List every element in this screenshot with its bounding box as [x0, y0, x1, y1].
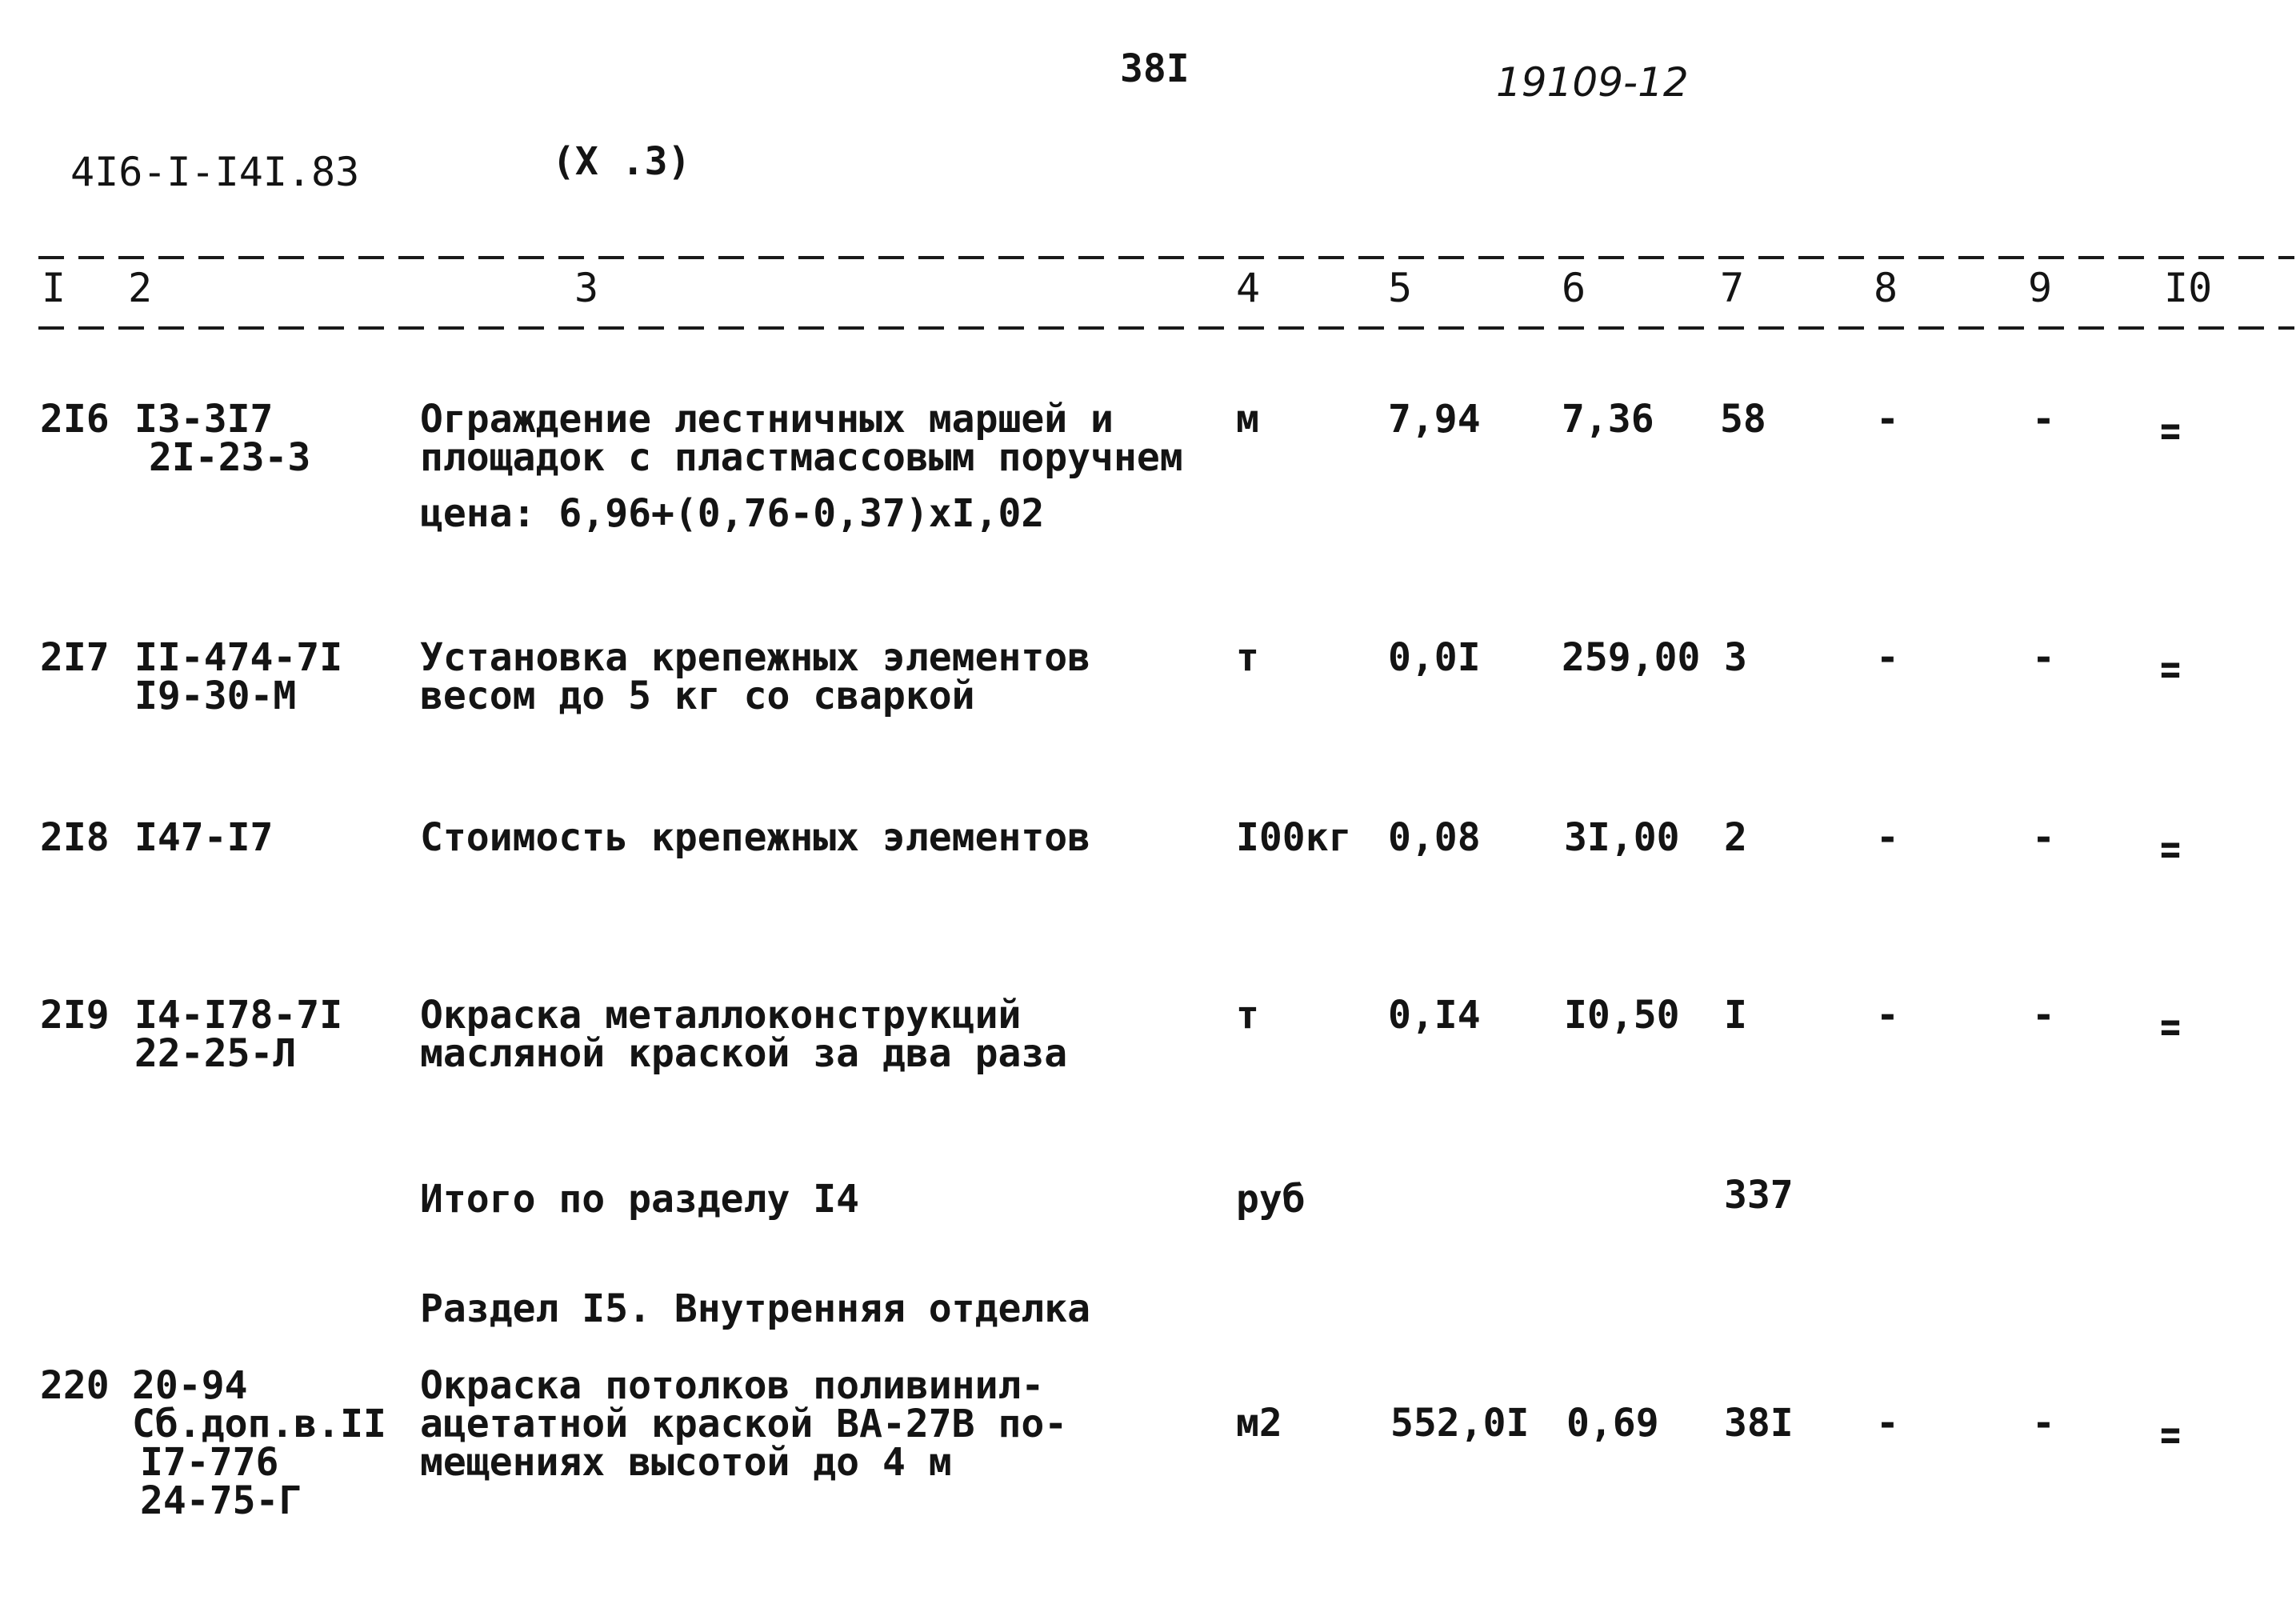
row-unit-price: I0,50 — [1564, 993, 1680, 1038]
column-header: 8 — [1874, 265, 1898, 311]
page-number: 38I — [1120, 46, 1190, 91]
row-col9: - — [2032, 993, 2055, 1038]
column-header: 2 — [128, 265, 153, 311]
column-header: 4 — [1236, 265, 1261, 311]
row-unit: м — [1236, 397, 1259, 442]
row-col8: - — [1876, 397, 1899, 442]
row-unit: т — [1236, 635, 1259, 680]
row-unit: I00кг — [1236, 815, 1352, 860]
column-header: 6 — [1562, 265, 1586, 311]
row-col8: - — [1876, 1401, 1899, 1446]
subtotal-unit: руб — [1236, 1177, 1306, 1222]
row-code: I3-3I7 2I-23-3 — [134, 397, 311, 480]
row-col10: = — [2160, 1002, 2182, 1052]
row-quantity: 552,0I — [1390, 1401, 1530, 1446]
row-description: Установка крепежных элементов весом до 5 кг со сваркой — [420, 635, 1091, 718]
row-unit: т — [1236, 993, 1259, 1038]
row-number: 2I7 — [40, 635, 110, 680]
row-unit: м2 — [1236, 1401, 1282, 1446]
row-col10: = — [2160, 824, 2182, 874]
row-quantity: 0,08 — [1388, 815, 1481, 860]
row-description: Ограждение лестничных маршей и площадок с пластмассовым поручнем — [420, 397, 1183, 480]
subtotal-total: 337 — [1724, 1173, 1794, 1218]
row-unit-price: 7,36 — [1562, 397, 1654, 442]
row-col9: - — [2032, 397, 2055, 442]
section-title: Раздел I5. Внутренняя отделка — [420, 1286, 1091, 1331]
row-unit-price: 0,69 — [1566, 1401, 1659, 1446]
column-header: I — [42, 265, 66, 311]
row-number: 2I9 — [40, 993, 110, 1038]
column-header: 5 — [1388, 265, 1413, 311]
row-total: 58 — [1720, 397, 1766, 442]
row-quantity: 0,0I — [1388, 635, 1481, 680]
row-unit-price: 259,00 — [1562, 635, 1701, 680]
row-col8: - — [1876, 635, 1899, 680]
row-number: 220 — [40, 1363, 110, 1408]
row-total: I — [1724, 993, 1747, 1038]
handwritten-stamp: 19109-12 — [1496, 59, 1689, 106]
row-quantity: 0,I4 — [1388, 993, 1481, 1038]
document-note: (X .3) — [552, 139, 691, 184]
column-header: 7 — [1720, 265, 1745, 311]
row-quantity: 7,94 — [1388, 397, 1481, 442]
row-description: Стоимость крепежных элементов — [420, 815, 1091, 860]
row-total: 2 — [1724, 815, 1747, 860]
subtotal-label: Итого по разделу I4 — [420, 1177, 860, 1222]
row-code: I4-I78-7I 22-25-Л — [134, 993, 343, 1076]
column-header: 3 — [574, 265, 599, 311]
row-col10: = — [2160, 1410, 2182, 1460]
row-col9: - — [2032, 815, 2055, 860]
document-code: 4I6-I-I4I.83 — [70, 149, 360, 195]
column-header: 9 — [2028, 265, 2053, 311]
row-code: II-474-7I I9-30-М — [134, 635, 343, 718]
row-description: Окраска металлоконструкций масляной краской за два раза — [420, 993, 1068, 1076]
row-col10: = — [2160, 644, 2182, 694]
row-code: I47-I7 — [134, 815, 274, 860]
header-rule-top — [38, 256, 2294, 259]
row-col8: - — [1876, 815, 1899, 860]
row-number: 2I8 — [40, 815, 110, 860]
row-code: 20-94 Сб.доп.в.II I7-776 24-75-Г — [132, 1363, 386, 1523]
row-total: 3 — [1724, 635, 1747, 680]
row-description: Окраска потолков поливинил- ацетатной краской ВА-27В по- мещениях высотой до 4 м — [420, 1363, 1068, 1485]
row-price-note: цена: 6,96+(0,76-0,37)xI,02 — [420, 491, 1045, 536]
row-col9: - — [2032, 635, 2055, 680]
row-col10: = — [2160, 406, 2182, 456]
row-number: 2I6 — [40, 397, 110, 442]
column-header: I0 — [2164, 265, 2213, 311]
row-unit-price: 3I,00 — [1564, 815, 1680, 860]
header-rule-bottom — [38, 326, 2294, 330]
row-col8: - — [1876, 993, 1899, 1038]
row-total: 38I — [1724, 1401, 1794, 1446]
row-col9: - — [2032, 1401, 2055, 1446]
